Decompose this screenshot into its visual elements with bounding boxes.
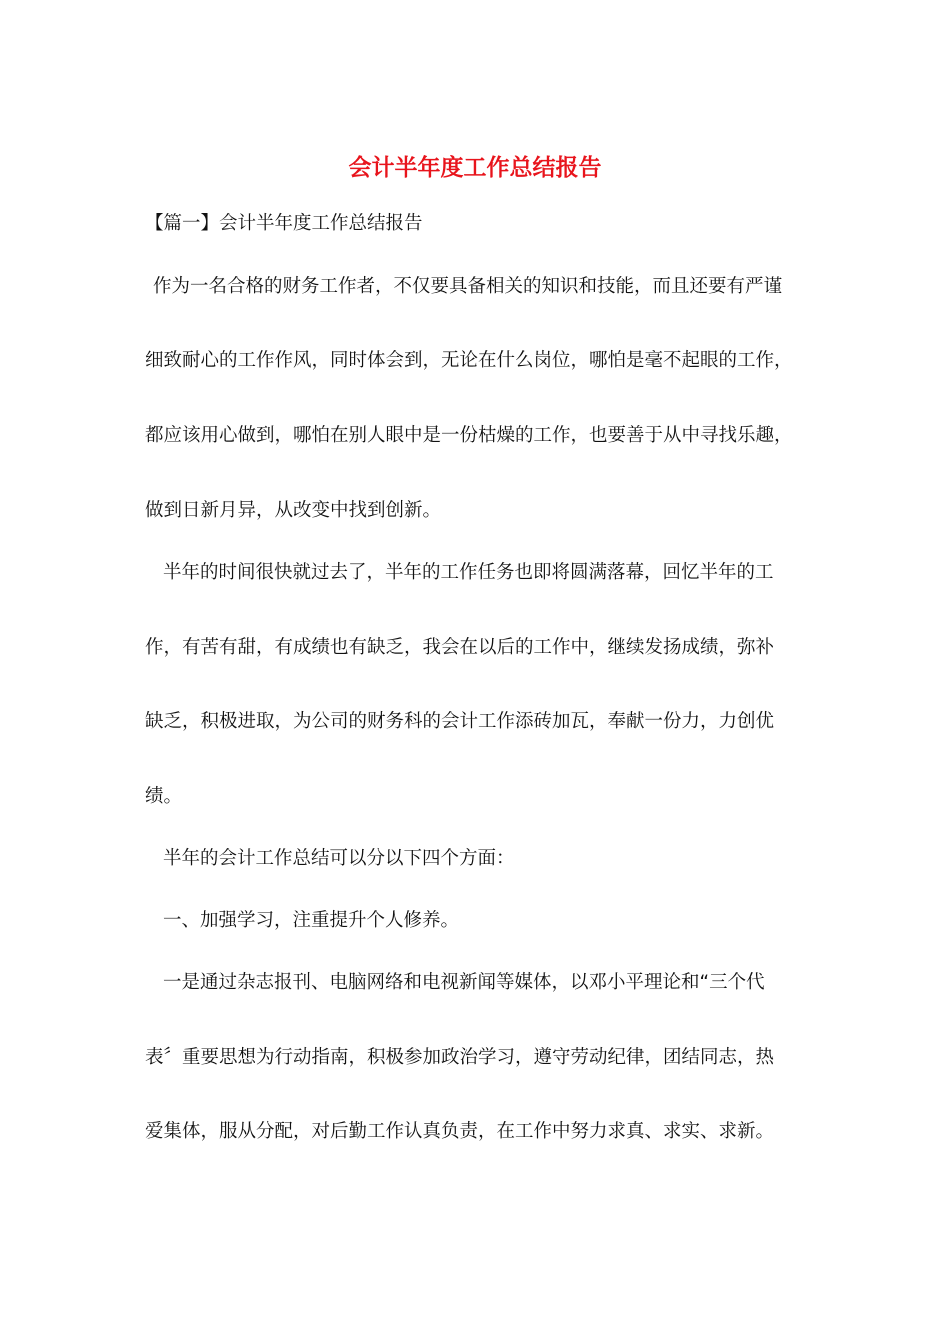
paragraph-line: 作，有苦有甜，有成绩也有缺乏，我会在以后的工作中，继续发扬成绩，弥补 [145,637,775,658]
section-heading: 【篇一】会计半年度工作总结报告 [145,213,423,234]
list-heading: 一、加强学习，注重提升个人修养。 [163,910,460,931]
paragraph-line: 一是通过杂志报刊、电脑网络和电视新闻等媒体，以邓小平理论和“三个代 [163,972,765,993]
paragraph-line: 半年的时间很快就过去了，半年的工作任务也即将圆满落幕，回忆半年的工 [163,562,774,583]
document-title: 会计半年度工作总结报告 [348,154,602,181]
paragraph-line: 作为一名合格的财务工作者，不仅要具备相关的知识和技能，而且还要有严谨 [153,276,783,297]
paragraph-line: 表〞重要思想为行动指南，积极参加政治学习，遵守劳动纪律，团结同志，热 [145,1047,775,1068]
paragraph-line: 都应该用心做到，哪怕在别人眼中是一份枯燥的工作，也要善于从中寻找乐趣， [145,425,793,446]
paragraph-line: 做到日新月异，从改变中找到创新。 [145,500,442,521]
paragraph-line: 缺乏，积极进取，为公司的财务科的会计工作添砖加瓦，奉献一份力，力创优 [145,711,775,732]
paragraph-line: 爱集体，服从分配，对后勤工作认真负责，在工作中努力求真、求实、求新。 [145,1121,775,1142]
paragraph-line: 半年的会计工作总结可以分以下四个方面： [163,848,515,869]
paragraph-line: 细致耐心的工作作风，同时体会到，无论在什么岗位，哪怕是毫不起眼的工作， [145,350,793,371]
paragraph-line: 绩。 [145,786,183,807]
